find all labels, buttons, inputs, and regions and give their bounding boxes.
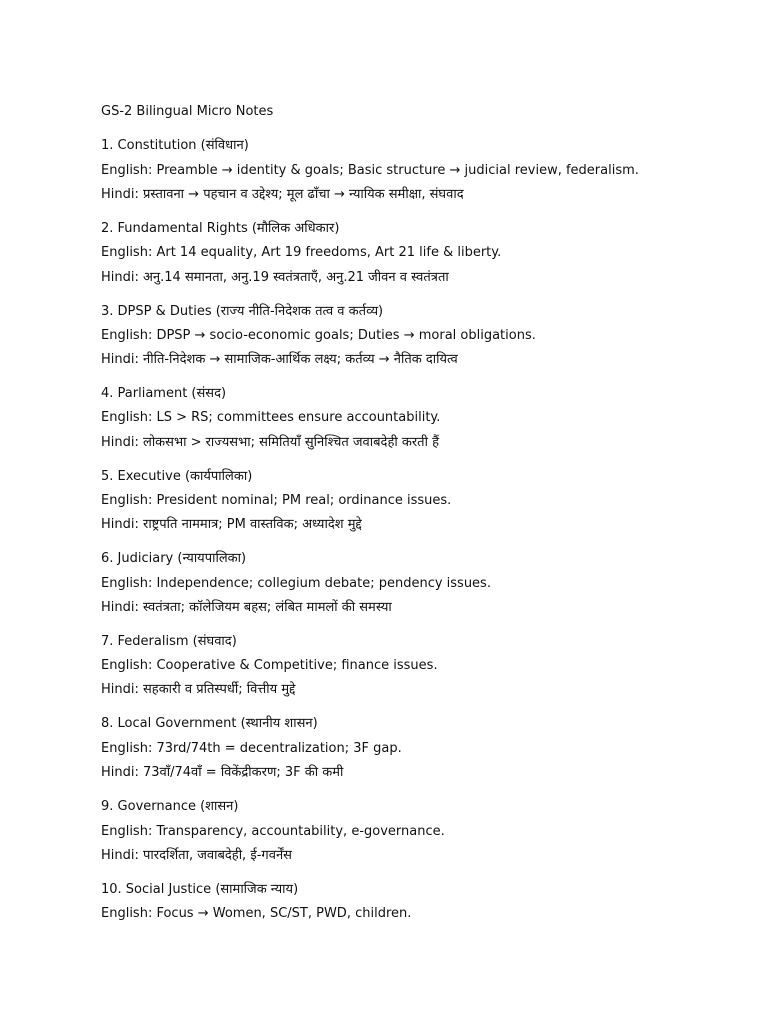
english-note: English: Focus → Women, SC/ST, PWD, children.: [101, 906, 412, 921]
hindi-note: Hindi: स्वतंत्रता; कॉलेजियम बहस; लंबित मामलों की समस्या: [101, 600, 392, 615]
section-heading: 8. Local Government (स्थानीय शासन): [101, 716, 318, 731]
hindi-note: Hindi: प्रस्तावना → पहचान व उद्देश्य; मूल ढाँचा → न्यायिक समीक्षा, संघवाद: [101, 187, 464, 202]
english-note: English: President nominal; PM real; ordinance issues.: [101, 493, 452, 508]
hindi-note: Hindi: अनु.14 समानता, अनु.19 स्वतंत्रताएँ, अनु.21 जीवन व स्वतंत्रता: [101, 270, 449, 285]
english-note: English: LS > RS; committees ensure accountability.: [101, 410, 441, 425]
page-title: GS-2 Bilingual Micro Notes: [101, 104, 274, 119]
section-heading: 1. Constitution (संविधान): [101, 138, 249, 153]
english-note: English: 73rd/74th = decentralization; 3F gap.: [101, 741, 402, 756]
hindi-note: Hindi: लोकसभा > राज्यसभा; समितियाँ सुनिश्चित जवाबदेही करती हैं: [101, 435, 439, 450]
english-note: English: Independence; collegium debate; pendency issues.: [101, 576, 491, 591]
english-note: English: Art 14 equality, Art 19 freedoms, Art 21 life & liberty.: [101, 245, 502, 260]
section-heading: 2. Fundamental Rights (मौलिक अधिकार): [101, 221, 340, 236]
english-note: English: Transparency, accountability, e-governance.: [101, 824, 445, 839]
english-note: English: DPSP → socio-economic goals; Duties → moral obligations.: [101, 328, 536, 343]
section-heading: 10. Social Justice (सामाजिक न्याय): [101, 882, 299, 897]
section-heading: 7. Federalism (संघवाद): [101, 634, 237, 649]
hindi-note: Hindi: नीति-निदेशक → सामाजिक-आर्थिक लक्ष्य; कर्तव्य → नैतिक दायित्व: [101, 352, 458, 367]
hindi-note: Hindi: पारदर्शिता, जवाबदेही, ई-गवर्नेंस: [101, 848, 292, 863]
english-note: English: Preamble → identity & goals; Basic structure → judicial review, federalism.: [101, 163, 639, 178]
section-heading: 9. Governance (शासन): [101, 799, 239, 814]
section-heading: 5. Executive (कार्यपालिका): [101, 469, 253, 484]
section-heading: 6. Judiciary (न्यायपालिका): [101, 551, 247, 566]
hindi-note: Hindi: 73वाँ/74वाँ = विकेंद्रीकरण; 3F की कमी: [101, 765, 344, 780]
english-note: English: Cooperative & Competitive; finance issues.: [101, 658, 438, 673]
section-heading: 4. Parliament (संसद): [101, 386, 227, 401]
hindi-note: Hindi: राष्ट्रपति नाममात्र; PM वास्तविक; अध्यादेश मुद्दे: [101, 517, 362, 532]
hindi-note: Hindi: सहकारी व प्रतिस्पर्धी; वित्तीय मुद्दे: [101, 682, 296, 697]
section-heading: 3. DPSP & Duties (राज्य नीति-निदेशक तत्व व कर्तव्य): [101, 304, 384, 319]
